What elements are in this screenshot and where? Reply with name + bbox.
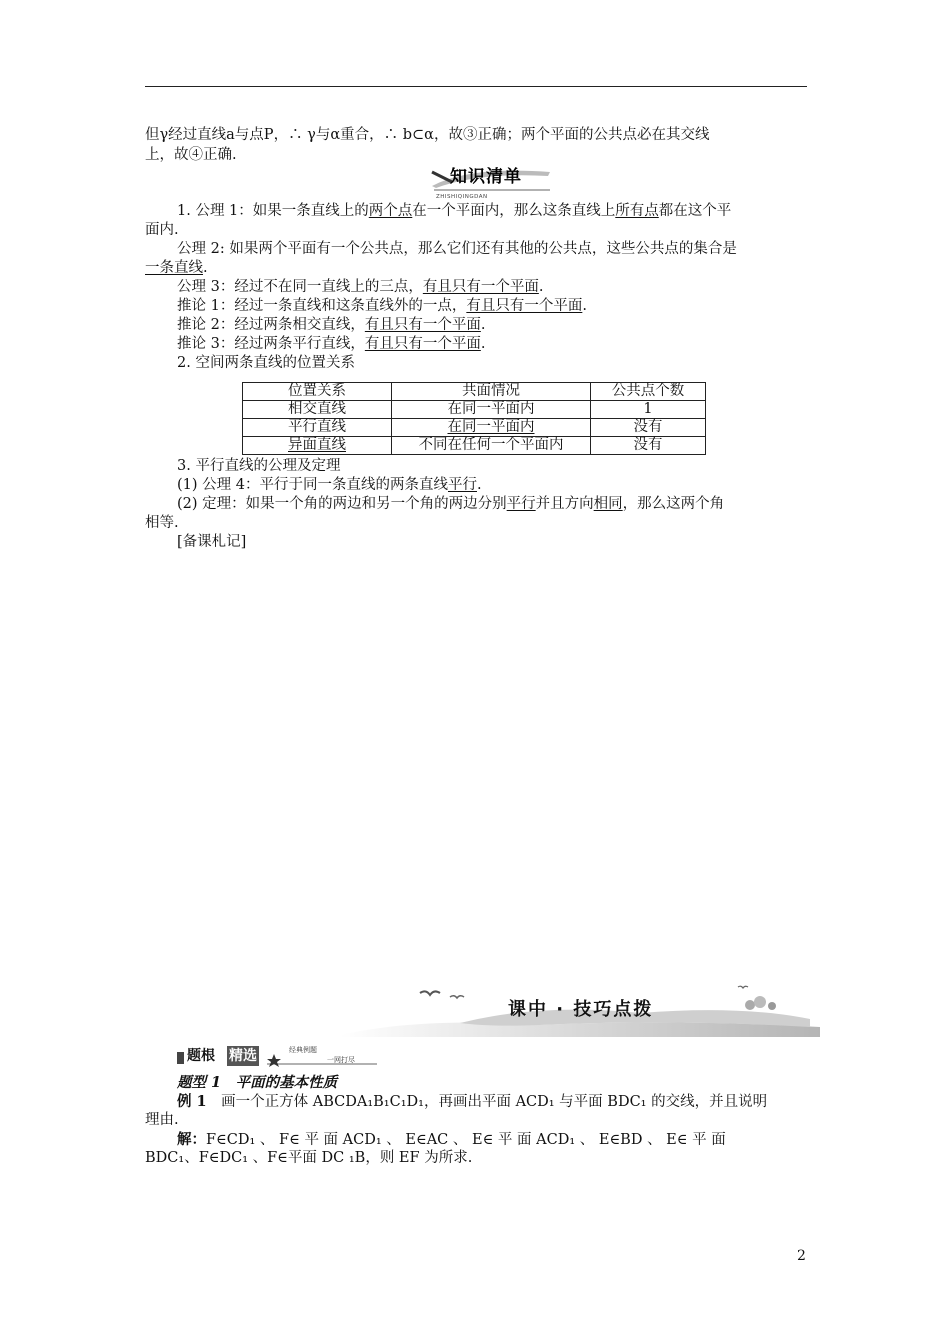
axiom-1-line-2: 面内.	[145, 222, 179, 238]
table-cell: 在同一平面内	[392, 401, 591, 419]
table-cell: 平行直线	[243, 419, 392, 437]
header-rule	[145, 86, 807, 87]
table-header-cell: 位置关系	[243, 383, 392, 401]
table-row	[243, 437, 706, 455]
axiom-4: (1) 公理 4：平行于同一条直线的两条直线平行.	[177, 477, 482, 493]
axiom-2-line-2: 一条直线.	[145, 260, 208, 276]
lesson-notes-label: [备课札记]	[177, 534, 247, 550]
line-position-table	[242, 382, 706, 455]
question-type-label: 题型 1 平面的基本性质	[177, 1074, 338, 1091]
table-cell: 相交直线	[243, 401, 392, 419]
page-number: 2	[797, 1248, 806, 1264]
table-cell: 没有	[591, 419, 706, 437]
intro-line-2: 上，故④正确.	[145, 147, 237, 163]
corollary-1: 推论 1：经过一条直线和这条直线外的一点，有且只有一个平面.	[177, 298, 587, 314]
table-header-cell: 共面情况	[392, 383, 591, 401]
jingxuan-label: 精选	[229, 1048, 257, 1064]
corollary-2: 推论 2：经过两条相交直线，有且只有一个平面.	[177, 317, 486, 333]
example-1-line-1: 例 1 画一个正方体 ABCDA₁B₁C₁D₁，再画出平面 ACD₁ 与平面 BDC₁ 的交线，并且说明	[177, 1093, 768, 1110]
lesson-banner	[340, 975, 820, 1045]
axiom-3: 公理 3：经过不在同一直线上的三点，有且只有一个平面.	[177, 279, 544, 295]
table-cell: 在同一平面内	[392, 419, 591, 437]
table-cell: 不同在任何一个平面内	[392, 437, 591, 455]
corollary-3: 推论 3：经过两条平行直线，有且只有一个平面.	[177, 336, 486, 352]
banner-pinyin: ZHISHIQINGDAN	[436, 194, 488, 200]
tigen-label: 题根	[187, 1048, 215, 1064]
table-header-cell: 公共点个数	[591, 383, 706, 401]
theorem: (2) 定理：如果一个角的两边和另一个角的两边分别平行并且方向相同，那么这两个角	[177, 496, 725, 512]
example-1-line-2: 理由.	[145, 1112, 179, 1128]
axiom-2: 公理 2: 如果两个平面有一个公共点，那么它们还有其他的公共点，这些公共点的集合是	[177, 241, 737, 257]
intro-line-1: 但γ经过直线a与点P，∴ γ与α重合，∴ b⊂α，故③正确；两个平面的公共点必在其交线	[145, 127, 710, 143]
lesson-banner-title: 课中 · 技巧点拨	[508, 999, 654, 1020]
table-row	[243, 401, 706, 419]
banner-title: 知识清单	[450, 167, 522, 187]
theorem-line-2: 相等.	[145, 515, 179, 531]
axiom-1: 1. 公理 1：如果一条直线上的两个点在一个平面内，那么这条直线上所有点都在这个平	[177, 203, 732, 219]
table-cell: 异面直线	[243, 437, 392, 455]
tigen-header	[177, 1046, 377, 1068]
table-row	[243, 419, 706, 437]
table-cell: 1	[591, 401, 706, 419]
tigen-tag-2: 一网打尽	[327, 1056, 355, 1064]
knowledge-list-banner	[430, 164, 554, 198]
table-header-row	[243, 383, 706, 401]
table-cell: 没有	[591, 437, 706, 455]
section-3-title: 3. 平行直线的公理及定理	[177, 458, 341, 474]
tigen-tag-1: 经典例题	[289, 1046, 317, 1054]
section-2-title: 2. 空间两条直线的位置关系	[177, 355, 355, 371]
solution-line-1: 解：F∈CD₁ 、 F∈ 平 面 ACD₁ 、 E∈AC 、 E∈ 平 面 ACD₁ 、 E∈BD 、 E∈ 平 面	[177, 1131, 726, 1148]
solution-line-2: BDC₁、F∈DC₁ 、F∈平面 DC ₁B，则 EF 为所求.	[145, 1150, 473, 1166]
